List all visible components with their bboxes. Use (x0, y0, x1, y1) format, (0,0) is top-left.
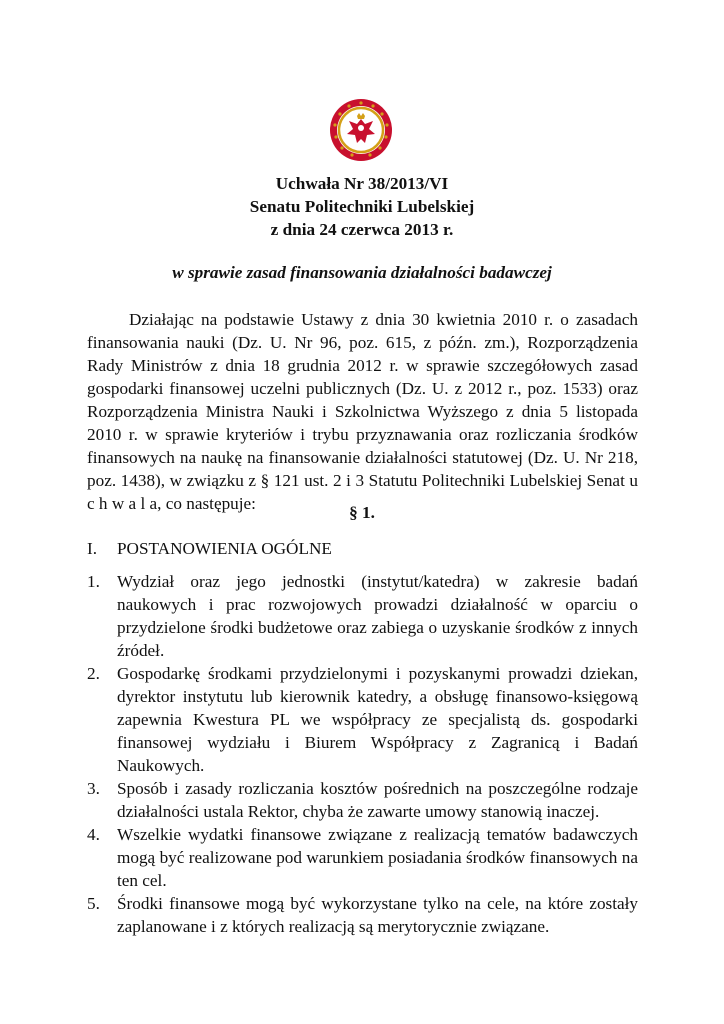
provisions-list (87, 570, 638, 938)
section-title: POSTANOWIENIA OGÓLNE (117, 539, 332, 558)
list-item-text: Wszelkie wydatki finansowe związane z realizacją tematów badawczych mogą być realizowane pod warunkiem posiadania środków finansowych na ten cel. (117, 825, 638, 890)
list-item-text: Gospodarkę środkami przydzielonymi i pozyskanymi prowadzi dziekan, dyrektor instytutu lub kierownik katedry, a obsługę finansowo-księgową zapewnia Kwestura PL we współpracy ze specjalistą ds. gospodarki finansowej wydziału i Biurem Współpracy z Zagranicą i Badań Naukowych. (117, 664, 638, 775)
list-item (87, 892, 638, 938)
list-item-number: 5. (87, 894, 100, 913)
list-item (87, 777, 638, 823)
list-item-number: 2. (87, 664, 100, 683)
section-number: I. (87, 539, 98, 558)
list-item-text: Sposób i zasady rozliczania kosztów pośrednich na poszczególne rodzaje działalności ustala Rektor, chyba że zawarte umowy stanowią inaczej. (117, 779, 638, 821)
resolution-header (0, 172, 724, 241)
issuing-body: Senatu Politechniki Lubelskiej (249, 197, 475, 216)
resolution-date: z dnia 24 czerwca 2013 r. (270, 220, 454, 239)
resolution-number: Uchwała Nr 38/2013/VI (275, 174, 449, 193)
list-item-number: 4. (87, 825, 100, 844)
university-emblem-icon (329, 98, 393, 162)
list-item-text: Wydział oraz jego jednostki (instytut/katedra) w zakresie badań naukowych i prac rozwojowych prowadzi działalność w oparciu o przydzielone środki budżetowe oraz zabiega o uzyskanie środków z innych źródeł. (117, 572, 638, 660)
list-item (87, 570, 638, 662)
list-item (87, 823, 638, 892)
paragraph-sign: § 1. (349, 503, 375, 522)
list-item-text: Środki finansowe mogą być wykorzystane tylko na cele, na które zostały zaplanowane i z których realizacją są merytorycznie związane. (117, 894, 638, 936)
list-item (87, 662, 638, 777)
list-item-number: 3. (87, 779, 100, 798)
preamble-paragraph: Działając na podstawie Ustawy z dnia 30 kwietnia 2010 r. o zasadach finansowania nauki (Dz. U. Nr 96, poz. 615, z późn. zm.), Rozporządzenia Rady Ministrów z dnia 18 grudnia 2012 r. w sprawie szczegółowych zasad gospodarki finansowej uczelni publicznych (Dz. U. z 2012 r., poz. 1533) oraz Rozporządzenia Ministra Nauki i Szkolnictwa Wyższego z dnia 5 listopada 2010 r. w sprawie kryteriów i trybu przyznawania oraz rozliczania środków finansowych na naukę na finansowanie działalności statutowej (Dz. U. Nr 218, poz. 1438), w związku z § 121 ust. 2 i 3 Statutu Politechniki Lubelskiej Senat u c h w a l a, co następuje: (87, 310, 638, 513)
list-item-number: 1. (87, 572, 100, 591)
section-heading (87, 537, 638, 560)
resolution-subject: w sprawie zasad finansowania działalności badawczej (172, 263, 552, 282)
